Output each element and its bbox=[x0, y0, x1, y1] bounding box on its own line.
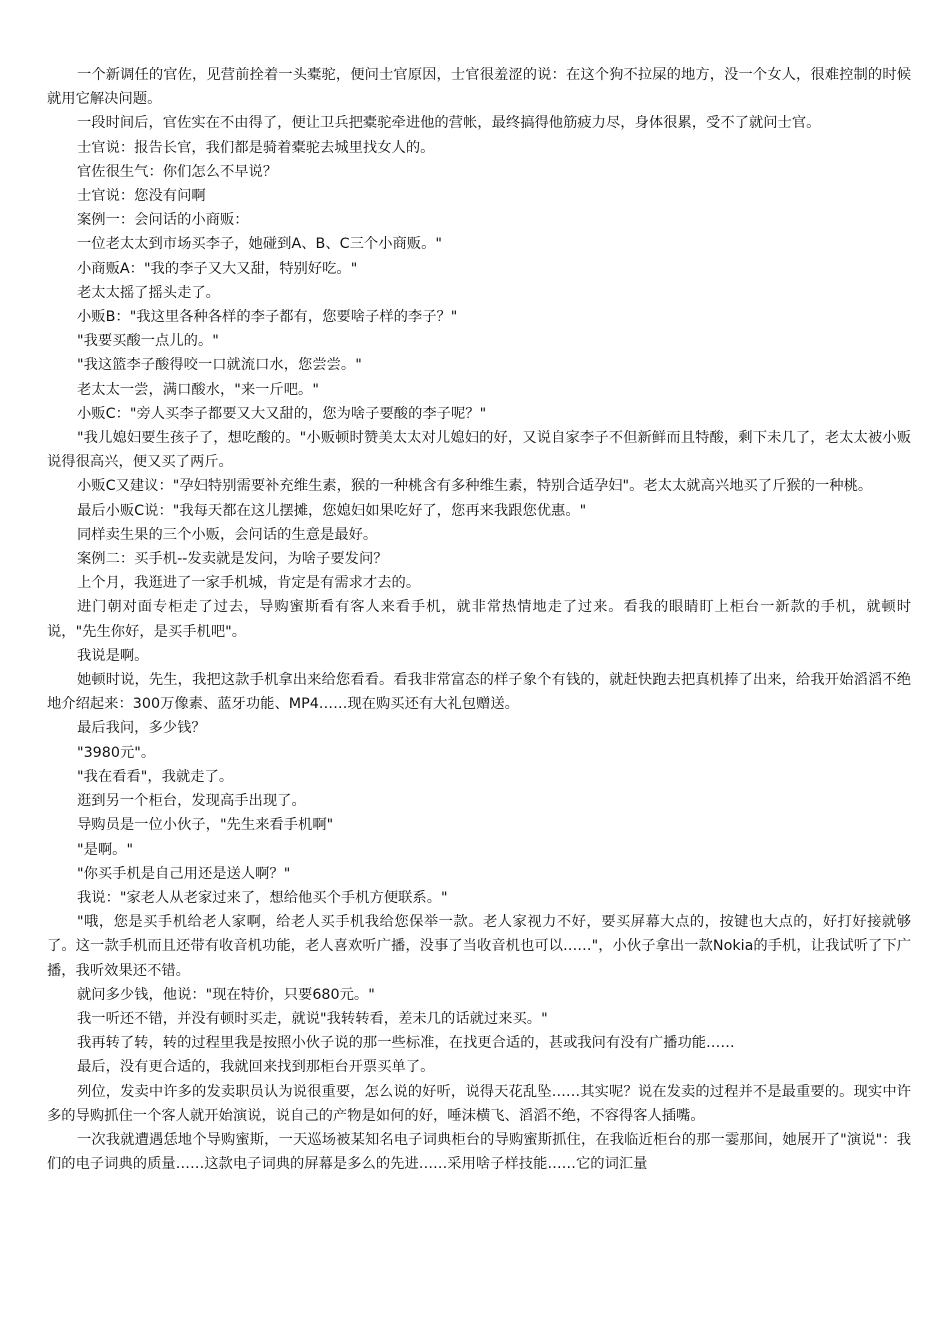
paragraph: 我一听还不错，并没有顿时买走，就说"我转转看，差未几的话就过来买。" bbox=[77, 1010, 548, 1027]
paragraph: "我儿媳妇要生孩子了，想吃酸的。"小贩顿时赞美太太对儿媳妇的好，又说自家李子不但新鲜而且特酸，剩下未几了，老太太被小贩说得很高兴，便又买了两斤。 bbox=[47, 430, 911, 471]
paragraph: 我说："家老人从老家过来了，想给他买个手机方便联系。" bbox=[77, 889, 448, 906]
paragraph: 士官说：您没有问啊 bbox=[77, 188, 206, 205]
paragraph: 我说是啊。 bbox=[77, 647, 149, 664]
paragraph: 就问多少钱，他说："现在特价，只要680元。" bbox=[77, 986, 375, 1003]
paragraph: "哦，您是买手机给老人家啊，给老人买手机我给您保举一款。老人家视力不好，要买屏幕大点的，按键也大点的，好打好接就够了。这一款手机而且还带有收音机功能，老人喜欢听广播，没事了当收音机也可以……"，小伙子拿出一款Nokia的手机，让我试听了下广播，我听效果还不错。 bbox=[47, 914, 911, 979]
paragraph: 小贩C："旁人买李子都要又大又甜的，您为啥子要酸的李子呢？" bbox=[77, 405, 487, 422]
document-body bbox=[47, 63, 911, 1176]
paragraph: 小商贩A："我的李子又大又甜，特别好吃。" bbox=[77, 260, 358, 277]
paragraph: 最后，没有更合适的，我就回来找到那柜台开票买单了。 bbox=[77, 1059, 435, 1076]
paragraph: 她顿时说，先生，我把这款手机拿出来给您看看。看我非常富态的样子象个有钱的，就赶快跑去把真机捧了出来，给我开始滔滔不绝地介绍起来：300万像素、蓝牙功能、MP4……现在购买还有大礼包赠送。 bbox=[47, 672, 911, 713]
paragraph: 同样卖生果的三个小贩，会问话的生意是最好。 bbox=[77, 526, 378, 543]
paragraph: "我在看看"，我就走了。 bbox=[77, 768, 234, 785]
paragraph: 导购员是一位小伙子，"先生来看手机啊" bbox=[77, 817, 334, 834]
paragraph: 一个新调任的官佐，见营前拴着一头橐驼，便问士官原因，士官很羞涩的说：在这个狗不拉屎的地方，没一个女人，很难控制的时候就用它解决问题。 bbox=[47, 67, 911, 108]
paragraph: 老太太摇了摇头走了。 bbox=[77, 284, 220, 301]
paragraph: "我这篮李子酸得咬一口就流口水，您尝尝。" bbox=[77, 357, 362, 374]
paragraph: 老太太一尝，满口酸水，"来一斤吧。" bbox=[77, 381, 319, 398]
paragraph: 士官说：报告长官，我们都是骑着橐驼去城里找女人的。 bbox=[77, 139, 435, 156]
paragraph: 我再转了转，转的过程里我是按照小伙子说的那一些标准，在找更合适的，甚或我问有没有广播功能…… bbox=[77, 1035, 735, 1052]
paragraph: 进门朝对面专柜走了过去，导购蜜斯看有客人来看手机，就非常热情地走了过来。看我的眼睛盯上柜台一新款的手机，就顿时说，"先生你好，是买手机吧"。 bbox=[47, 599, 911, 640]
paragraph: "你买手机是自己用还是送人啊？" bbox=[77, 865, 291, 882]
paragraph: "我要买酸一点儿的。" bbox=[77, 333, 219, 350]
paragraph: 官佐很生气：你们怎么不早说？ bbox=[77, 163, 278, 180]
paragraph: 一次我就遭遇恁地个导购蜜斯，一天巡场被某知名电子词典柜台的导购蜜斯抓住，在我临近柜台的那一霎那间，她展开了"演说"：我们的电子词典的质量……这款电子词典的屏幕是多么的先进……采用啥子样技能……它的词汇量 bbox=[47, 1131, 911, 1173]
paragraph: 上个月，我逛进了一家手机城，肯定是有需求才去的。 bbox=[77, 575, 421, 592]
paragraph: 最后小贩C说："我每天都在这儿摆摊，您媳妇如果吃好了，您再来我跟您优惠。" bbox=[77, 502, 587, 519]
paragraph: 小贩B："我这里各种各样的李子都有，您要啥子样的李子？" bbox=[77, 309, 458, 326]
paragraph: 列位，发卖中许多的发卖职员认为说很重要，怎么说的好听，说得天花乱坠……其实呢？说在发卖的过程并不是最重要的。现实中许多的导购抓住一个客人就开始演说，说自己的产物是如何的好，唾沫横飞、滔滔不绝，不容得客人插嘴。 bbox=[47, 1083, 911, 1124]
paragraph: 一位老太太到市场买李子，她碰到A、B、C三个小商贩。" bbox=[77, 236, 442, 253]
paragraph: "是啊。" bbox=[77, 841, 134, 858]
paragraph: 逛到另一个柜台，发现高手出现了。 bbox=[77, 793, 306, 810]
paragraph: "3980元"。 bbox=[77, 744, 156, 761]
paragraph: 一段时间后，官佐实在不由得了，便让卫兵把橐驼牵进他的营帐，最终搞得他筋疲力尽，身体很累，受不了就问士官。 bbox=[77, 115, 821, 132]
paragraph: 案例一：会问话的小商贩： bbox=[77, 212, 249, 229]
paragraph: 小贩C又建议："孕妇特别需要补充维生素，猴的一种桃含有多种维生素，特别合适孕妇"。老太太就高兴地买了斤猴的一种桃。 bbox=[77, 478, 873, 495]
paragraph: 最后我问，多少钱？ bbox=[77, 720, 206, 737]
paragraph: 案例二：买手机--发卖就是发问，为啥子要发问？ bbox=[77, 551, 388, 568]
